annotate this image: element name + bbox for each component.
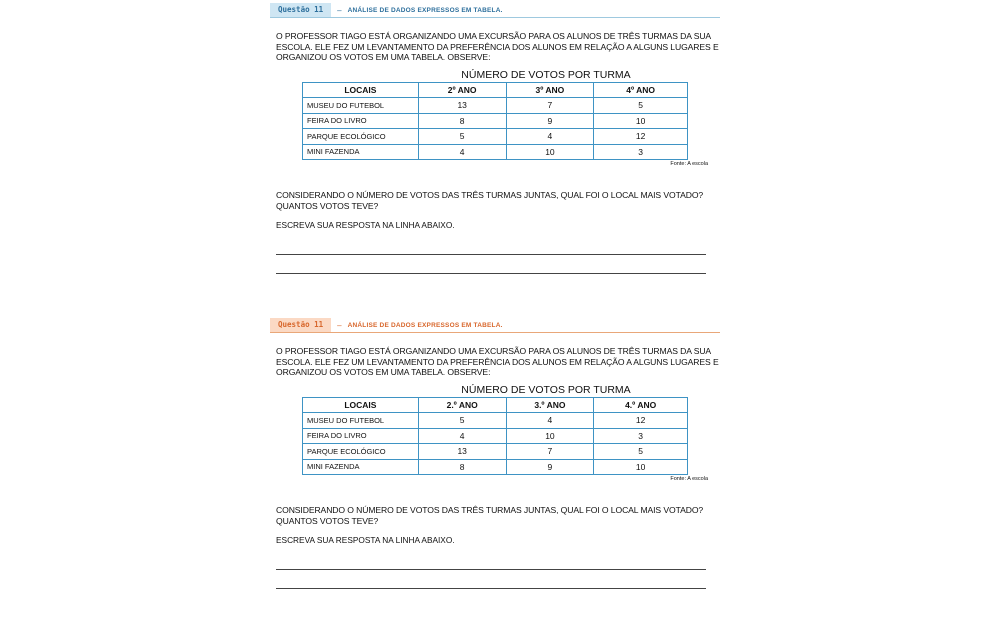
table-row	[303, 144, 688, 160]
vote-cell: 9	[506, 459, 594, 475]
header-dash: –	[337, 5, 342, 15]
votes-table	[302, 397, 688, 476]
vote-cell: 9	[506, 113, 594, 129]
votes-table-wrap	[302, 383, 708, 483]
location-cell: PARQUE ECOLÓGICO	[303, 444, 419, 460]
vote-cell: 10	[594, 459, 688, 475]
vote-cell: 12	[594, 129, 688, 145]
vote-cell: 5	[418, 129, 506, 145]
answer-line[interactable]	[276, 255, 706, 274]
header-dash: –	[337, 320, 342, 330]
question-text: CONSIDERANDO O NÚMERO DE VOTOS DAS TRÊS TURMAS JUNTAS, QUAL FOI O LOCAL MAIS VOTADO? QUANTOS VOTOS TEVE?	[276, 190, 704, 211]
question-number-badge: Questão 11	[270, 318, 331, 332]
table-row	[303, 413, 688, 429]
table-source: Fonte: A escola	[670, 161, 708, 167]
table-header-row	[303, 82, 688, 98]
header-cell: 4.º ANO	[594, 397, 688, 413]
table-row	[303, 428, 688, 444]
header-cell: 3º ANO	[506, 82, 594, 98]
votes-table-wrap	[302, 68, 708, 168]
vote-cell: 10	[594, 113, 688, 129]
table-row	[303, 459, 688, 475]
location-cell: FEIRA DO LIVRO	[303, 428, 419, 444]
location-cell: PARQUE ECOLÓGICO	[303, 129, 419, 145]
header-cell: LOCAIS	[303, 82, 419, 98]
header-cell: 2º ANO	[418, 82, 506, 98]
vote-cell: 13	[418, 444, 506, 460]
location-cell: MUSEU DO FUTEBOL	[303, 98, 419, 114]
vote-cell: 7	[506, 98, 594, 114]
question-header	[270, 3, 720, 18]
table-row	[303, 113, 688, 129]
vote-cell: 4	[418, 144, 506, 160]
location-cell: FEIRA DO LIVRO	[303, 113, 419, 129]
header-cell: 2.º ANO	[418, 397, 506, 413]
vote-cell: 5	[594, 98, 688, 114]
vote-cell: 4	[506, 413, 594, 429]
table-source: Fonte: A escola	[670, 476, 708, 482]
header-cell: 3.º ANO	[506, 397, 594, 413]
question-number-badge: Questão 11	[270, 3, 331, 17]
votes-table	[302, 82, 688, 161]
question-header	[270, 318, 720, 333]
vote-cell: 4	[506, 129, 594, 145]
vote-cell: 8	[418, 459, 506, 475]
table-row	[303, 98, 688, 114]
answer-instruction: ESCREVA SUA RESPOSTA NA LINHA ABAIXO.	[276, 535, 455, 545]
vote-cell: 3	[594, 144, 688, 160]
vote-cell: 10	[506, 428, 594, 444]
vote-cell: 5	[418, 413, 506, 429]
vote-cell: 12	[594, 413, 688, 429]
question-block-1	[270, 3, 720, 274]
vote-cell: 7	[506, 444, 594, 460]
question-text: CONSIDERANDO O NÚMERO DE VOTOS DAS TRÊS TURMAS JUNTAS, QUAL FOI O LOCAL MAIS VOTADO? QUANTOS VOTOS TEVE?	[276, 505, 704, 526]
table-row	[303, 444, 688, 460]
question-block-2	[270, 318, 720, 589]
question-topic: ANÁLISE DE DADOS EXPRESSOS EM TABELA.	[347, 321, 503, 329]
table-title: NÚMERO DE VOTOS POR TURMA	[461, 383, 631, 396]
location-cell: MINI FAZENDA	[303, 144, 419, 160]
vote-cell: 5	[594, 444, 688, 460]
location-cell: MUSEU DO FUTEBOL	[303, 413, 419, 429]
answer-line[interactable]	[276, 570, 706, 589]
vote-cell: 3	[594, 428, 688, 444]
answer-instruction: ESCREVA SUA RESPOSTA NA LINHA ABAIXO.	[276, 220, 455, 230]
answer-line[interactable]	[276, 551, 706, 570]
vote-cell: 10	[506, 144, 594, 160]
location-cell: MINI FAZENDA	[303, 459, 419, 475]
question-topic: ANÁLISE DE DADOS EXPRESSOS EM TABELA.	[347, 6, 503, 14]
vote-cell: 13	[418, 98, 506, 114]
answer-line[interactable]	[276, 236, 706, 255]
question-intro: O PROFESSOR TIAGO ESTÁ ORGANIZANDO UMA EXCURSÃO PARA OS ALUNOS DE TRÊS TURMAS DA SUA ESCOLA. ELE FEZ UM LEVANTAMENTO DA PREFERÊNCIA DOS ALUNOS EM RELAÇÃO A ALGUNS LUGARES E ORGANIZOU OS VOTOS EM UMA TABELA. OBSERVE:	[276, 346, 719, 377]
table-row	[303, 129, 688, 145]
header-cell: LOCAIS	[303, 397, 419, 413]
question-intro: O PROFESSOR TIAGO ESTÁ ORGANIZANDO UMA EXCURSÃO PARA OS ALUNOS DE TRÊS TURMAS DA SUA ESCOLA. ELE FEZ UM LEVANTAMENTO DA PREFERÊNCIA DOS ALUNOS EM RELAÇÃO A ALGUNS LUGARES E ORGANIZOU OS VOTOS EM UMA TABELA. OBSERVE:	[276, 31, 719, 62]
vote-cell: 8	[418, 113, 506, 129]
table-title: NÚMERO DE VOTOS POR TURMA	[461, 68, 631, 81]
table-header-row	[303, 397, 688, 413]
header-cell: 4º ANO	[594, 82, 688, 98]
vote-cell: 4	[418, 428, 506, 444]
